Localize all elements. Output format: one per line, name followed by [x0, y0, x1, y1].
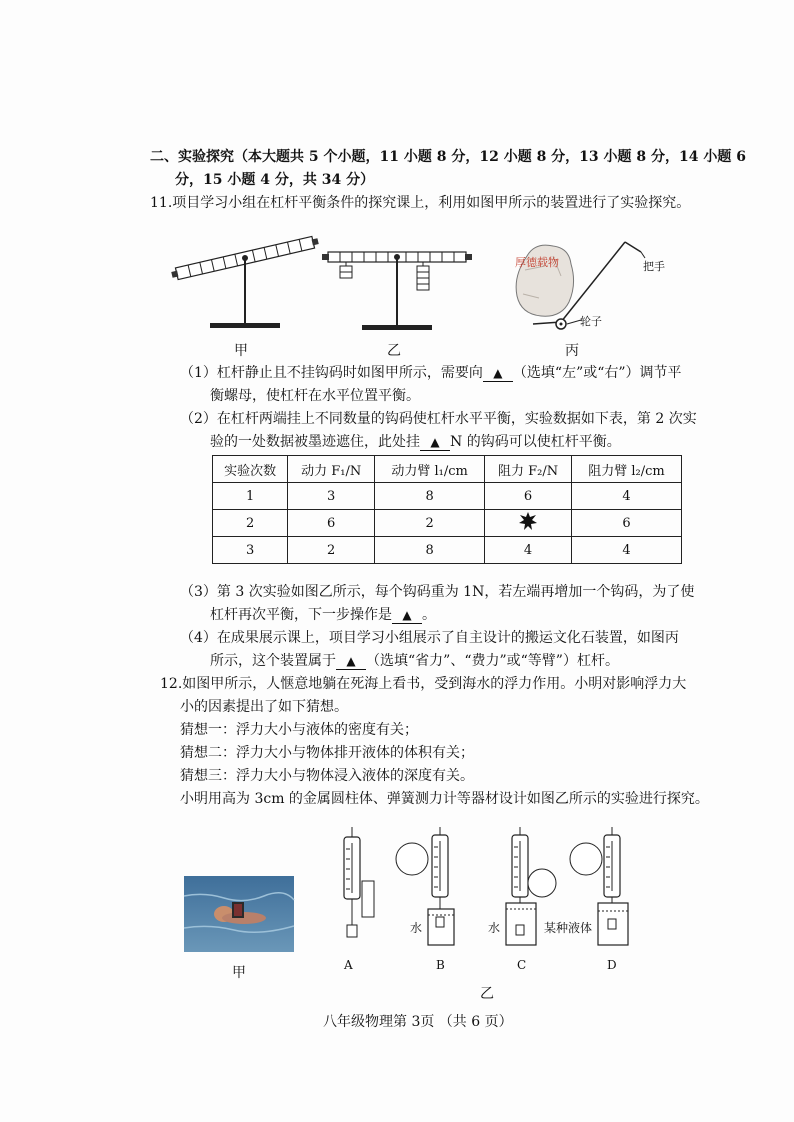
q11-part1-line2: 衡螺母，使杠杆在水平位置平衡。	[210, 388, 420, 404]
q11-part4-line1: （4）在成果展示课上，项目学习小组展示了自主设计的搬运文化石装置，如图丙	[180, 630, 679, 646]
q11-part3-line2: 杠杆再次平衡，下一步操作是 ▲ 。	[210, 607, 436, 623]
sub-label-c: C	[517, 958, 527, 972]
spring-scale-figure	[330, 825, 650, 960]
table-cell: 8	[375, 483, 485, 510]
handle-label: 把手	[643, 260, 665, 273]
answer-blank[interactable]: ▲	[392, 607, 422, 624]
table-cell: 2	[288, 537, 375, 564]
answer-blank[interactable]: ▲	[420, 434, 450, 451]
q11-part1-line1: （1）杠杆静止且不挂钩码时如图甲所示，需要向 ▲ （选填“左”或“右”）调节平	[180, 365, 682, 381]
ink-blot-cell	[485, 510, 572, 537]
sub-label-b: B	[436, 958, 445, 972]
table-header: 动力 F₁/N	[288, 456, 375, 483]
q12-guess1: 猜想一：浮力大小与液体的密度有关；	[180, 722, 418, 738]
stone-inscription: 厚德载物	[515, 256, 559, 269]
q11-part4-line2: 所示，这个装置属于 ▲ （选填“省力”、“费力”或“等臂”）杠杆。	[210, 653, 619, 669]
apparatus-a	[344, 827, 374, 937]
table-cell: 3	[213, 537, 288, 564]
fig-label-yi: 乙	[387, 343, 401, 359]
liquid-label-other: 某种液体	[544, 921, 593, 935]
table-header-row	[213, 456, 682, 483]
table-cell: 8	[375, 537, 485, 564]
table-cell: 4	[485, 537, 572, 564]
table-cell: 6	[288, 510, 375, 537]
wheel-label: 轮子	[580, 315, 602, 328]
answer-blank[interactable]: ▲	[483, 365, 513, 382]
fig-label-jia: 甲	[234, 343, 248, 359]
q12-line2: 小的因素提出了如下猜想。	[180, 699, 348, 715]
table-cell: 6	[485, 483, 572, 510]
lever-data-table	[212, 455, 682, 564]
table-header: 阻力 F₂/N	[485, 456, 572, 483]
lever-figure-yi	[322, 240, 472, 336]
apparatus-b	[396, 827, 454, 945]
ink-blot-icon	[518, 511, 538, 531]
section-heading-line1: 二、实验探究（本大题共 5 个小题，11 小题 8 分，12 小题 8 分，13 小题 8 分，14 小题 6	[150, 149, 746, 165]
q12-line3: 小明用高为 3cm 的金属圆柱体、弹簧测力计等器材设计如图乙所示的实验进行探究。	[180, 791, 709, 807]
table-header: 实验次数	[213, 456, 288, 483]
q11-part2-line1: （2）在杠杆两端挂上不同数量的钩码使杠杆水平平衡，实验数据如下表，第 2 次实	[180, 411, 697, 427]
table-header: 阻力臂 l₂/cm	[571, 456, 681, 483]
fig-label-bing: 丙	[565, 343, 579, 359]
table-cell: 1	[213, 483, 288, 510]
table-cell: 4	[571, 537, 681, 564]
q12-line1: 12.如图甲所示，人惬意地躺在死海上看书，受到海水的浮力作用。小明对影响浮力大	[160, 676, 687, 692]
lever-figure-jia	[170, 226, 320, 336]
answer-blank[interactable]: ▲	[336, 653, 366, 670]
table-header: 动力臂 l₁/cm	[375, 456, 485, 483]
table-row	[213, 510, 682, 537]
q11-part2-line2: 验的一处数据被墨迹遮住，此处挂 ▲ N 的钩码可以使杠杆平衡。	[210, 434, 621, 450]
table-cell: 2	[213, 510, 288, 537]
table-cell: 2	[375, 510, 485, 537]
section-heading-line2: 分，15 小题 4 分，共 34 分）	[175, 172, 375, 188]
fig-label-q12-yi: 乙	[480, 986, 494, 1002]
q11-stem: 11.项目学习小组在杠杆平衡条件的探究课上，利用如图甲所示的装置进行了实验探究。	[150, 195, 691, 211]
table-row	[213, 483, 682, 510]
q12-guess3: 猜想三：浮力大小与物体浸入液体的深度有关。	[180, 768, 474, 784]
table-cell: 6	[571, 510, 681, 537]
liquid-label-water-b: 水	[410, 921, 423, 935]
dead-sea-photo	[184, 876, 294, 952]
liquid-label-water-c: 水	[488, 921, 501, 935]
table-row	[213, 537, 682, 564]
q11-part3-line1: （3）第 3 次实验如图乙所示，每个钩码重为 1N，若左端再增加一个钩码，为了使	[180, 584, 695, 600]
table-cell: 3	[288, 483, 375, 510]
sub-label-a: A	[344, 958, 353, 972]
page-footer: 八年级物理第 3页 （共 6 页）	[323, 1014, 513, 1030]
sub-label-d: D	[607, 958, 617, 972]
table-cell: 4	[571, 483, 681, 510]
q12-guess2: 猜想二：浮力大小与物体排开液体的体积有关；	[180, 745, 474, 761]
fig-label-q12-jia: 甲	[232, 965, 246, 981]
